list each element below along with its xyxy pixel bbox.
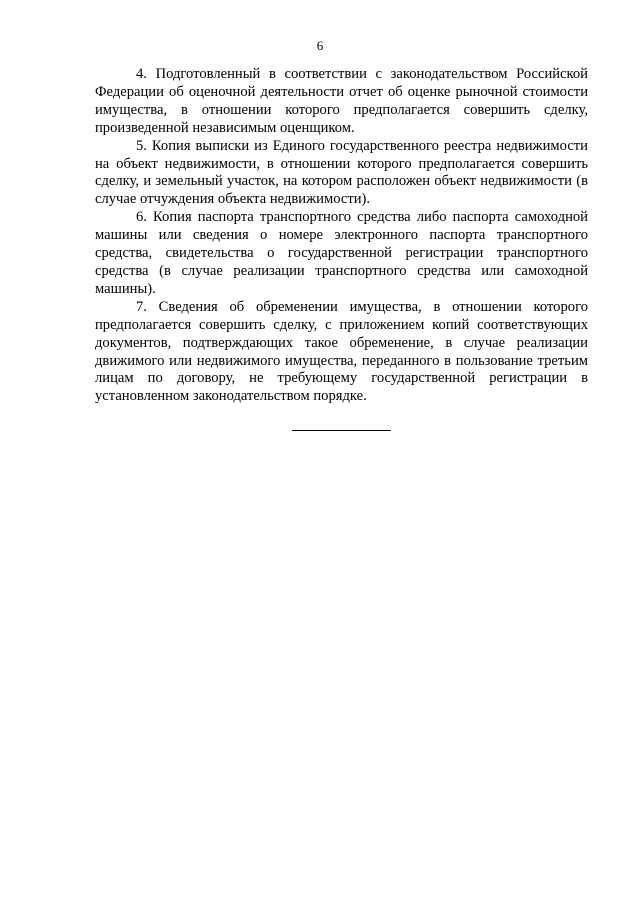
- end-divider-line: [292, 430, 391, 431]
- document-body: [95, 66, 588, 406]
- paragraph-item-5: 5. Копия выписки из Единого государственного реестра недвижимости на объект недвижимости, в отношении которого предполагается совершить сделку, и земельный участок, на котором расположен объект недвижимости (в случае отчуждения объекта недвижимости).: [95, 137, 588, 208]
- paragraph-item-7: 7. Сведения об обременении имущества, в отношении которого предполагается совершить сделку, с приложением копий соответствующих документов, подтверждающих такое обременение, в случае реализации движимого или недвижимого имущества, переданного в пользование третьим лицам по договору, не требующему государственной регистрации в установленном законодательством порядке.: [95, 298, 588, 405]
- paragraph-item-4: 4. Подготовленный в соответствии с законодательством Российской Федерации об оценочной деятельности отчет об оценке рыночной стоимости имущества, в отношении которого предполагается совершить сделку, произведенной независимым оценщиком.: [95, 66, 588, 136]
- paragraph-item-6: 6. Копия паспорта транспортного средства либо паспорта самоходной машины или сведения о номере электронного паспорта транспортного средства, свидетельства о государственной регистрации транспортного средства (в случае реализации транспортного средства или самоходной машины).: [95, 209, 588, 297]
- page-number: 6: [316, 38, 324, 53]
